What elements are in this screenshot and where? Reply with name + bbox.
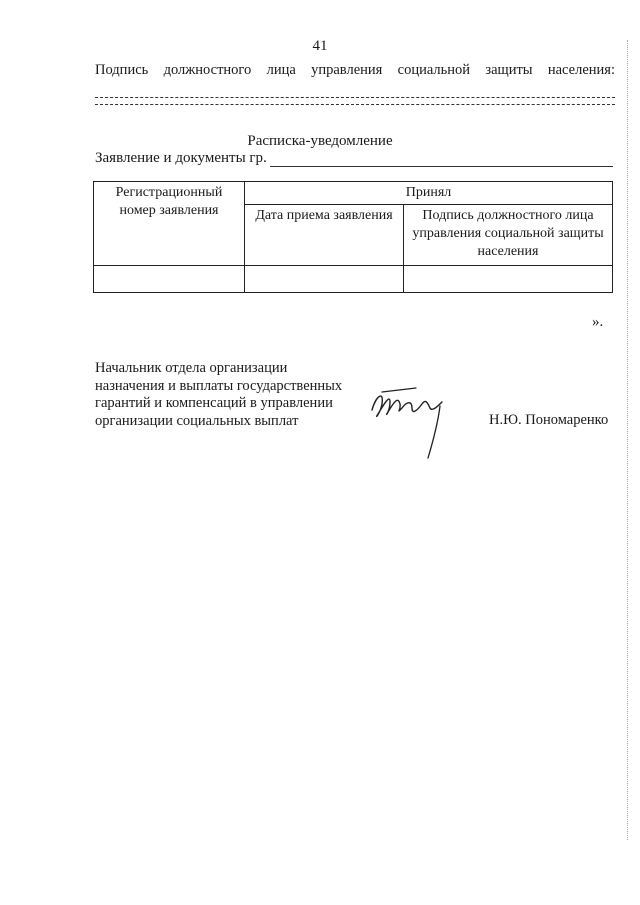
- documents-fill-line: [270, 166, 613, 167]
- handwritten-signature: [368, 378, 460, 462]
- scan-edge-marks: [627, 40, 630, 840]
- signer-name: Н.Ю. Пономаренко: [489, 412, 609, 428]
- signer-position: [95, 360, 342, 430]
- signature-dash-line: [95, 97, 615, 98]
- cell-official-signature[interactable]: [404, 266, 613, 293]
- signer-position-line: организации социальных выплат: [95, 412, 299, 429]
- header-official-signature: Подпись должностного лица управления социальной защиты населения: [404, 205, 613, 266]
- signature-dash-line: [95, 104, 615, 105]
- cell-registration-number[interactable]: [94, 266, 245, 293]
- header-registration-number: Регистрационный номер заявления: [94, 182, 245, 266]
- table-row: [94, 266, 613, 293]
- signer-position-line: гарантий и компенсаций в управлении: [95, 395, 333, 411]
- signer-position-line: Начальник отдела организации: [95, 360, 288, 376]
- closing-quote: ».: [592, 314, 604, 330]
- header-acceptance-date: Дата приема заявления: [245, 205, 404, 266]
- signer-position-line: назначения и выплаты государственных: [95, 377, 343, 394]
- documents-label: Заявление и документы гр.: [95, 150, 267, 166]
- page-number: 41: [312, 38, 328, 54]
- receipt-table: [93, 181, 613, 293]
- header-accepted: Принял: [245, 182, 613, 205]
- receipt-title: Расписка-уведомление: [247, 133, 393, 149]
- cell-acceptance-date[interactable]: [245, 266, 404, 293]
- official-signature-label: Подпись должностного лица управления социальной защиты населения:: [95, 62, 615, 78]
